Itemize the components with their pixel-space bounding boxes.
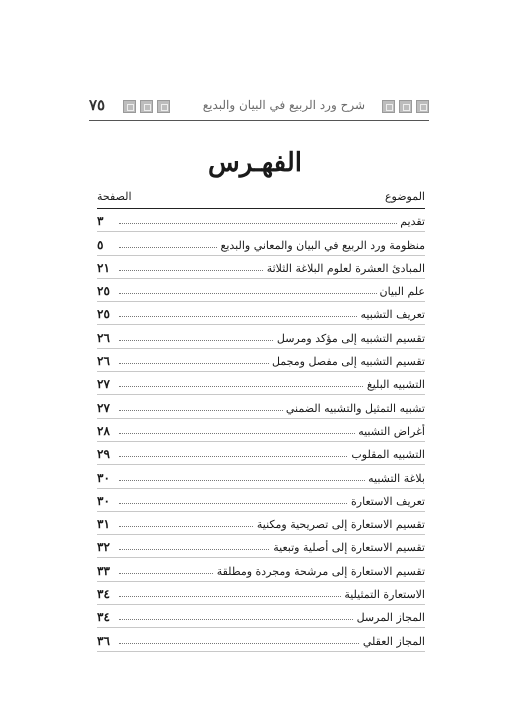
toc-entry-page: ٣١ xyxy=(97,517,110,532)
header-ornaments-left xyxy=(123,100,170,114)
square-ornament-icon xyxy=(157,100,170,113)
page-column-header: الصفحة xyxy=(97,190,132,203)
toc-entry xyxy=(97,349,425,372)
square-ornament-icon xyxy=(140,100,153,113)
toc-entry-page: ٢٨ xyxy=(97,423,110,438)
toc-entry-page: ٣٤ xyxy=(97,610,110,625)
square-ornament-icon xyxy=(382,100,395,113)
toc-entry xyxy=(97,535,425,558)
toc-entry-title: المجاز العقلي xyxy=(360,635,425,648)
toc-entry-title: تقسيم الاستعارة إلى أصلية وتبعية xyxy=(270,541,425,554)
header-ornaments-right xyxy=(382,100,429,114)
toc-entry-page: ٣٤ xyxy=(97,587,110,602)
toc-entry xyxy=(97,232,425,255)
toc-entry xyxy=(97,209,425,232)
toc-entry-page: ٣٠ xyxy=(97,470,110,485)
toc-entry-title: تقسيم التشبيه إلى مؤكد ومرسل xyxy=(274,332,425,345)
square-ornament-icon xyxy=(399,100,412,113)
running-header xyxy=(89,96,429,118)
toc-entry xyxy=(97,325,425,348)
dot-leader xyxy=(119,223,425,224)
toc-entry-title: الاستعارة التمثيلية xyxy=(341,588,425,601)
toc-entry-title: تقسيم التشبيه إلى مفصل ومجمل xyxy=(269,355,425,368)
toc-entry xyxy=(97,279,425,302)
toc-entry-title: منظومة ورد الربيع في البيان والمعاني والبديع xyxy=(217,239,425,252)
toc-entry-title: تعريف الاستعارة xyxy=(348,495,425,508)
toc-entry-page: ٣ xyxy=(97,214,104,229)
toc-entry xyxy=(97,512,425,535)
toc-entry-page: ٣٢ xyxy=(97,540,110,555)
toc-entry xyxy=(97,582,425,605)
toc-entry-page: ٢٦ xyxy=(97,354,110,369)
table-of-contents xyxy=(97,209,425,652)
toc-entry-title: تقديم xyxy=(397,215,425,228)
toc-entry xyxy=(97,605,425,628)
toc-entry xyxy=(97,465,425,488)
toc-entry-page: ٣٠ xyxy=(97,493,110,508)
toc-entry-title: المجاز المرسل xyxy=(354,611,425,624)
toc-entry xyxy=(97,628,425,651)
toc-entry xyxy=(97,302,425,325)
toc-entry xyxy=(97,395,425,418)
toc-entry-page: ٥ xyxy=(97,237,104,252)
toc-entry xyxy=(97,489,425,512)
page-number: ٧٥ xyxy=(89,96,106,114)
page-title: الفهـرس xyxy=(208,148,302,178)
toc-entry xyxy=(97,558,425,581)
toc-entry-title: التشبيه البليغ xyxy=(364,378,425,391)
toc-entry-title: أغراض التشبيه xyxy=(355,425,425,438)
toc-entry xyxy=(97,442,425,465)
header-divider xyxy=(89,120,429,121)
toc-entry-page: ٢٥ xyxy=(97,307,110,322)
toc-entry-title: تشبيه التمثيل والتشبيه الضمني xyxy=(283,402,425,415)
toc-entry-title: التشبيه المقلوب xyxy=(348,448,425,461)
toc-entry-title: المبادئ العشرة لعلوم البلاغة الثلاثة xyxy=(264,262,425,275)
toc-entry-title: تعريف التشبيه xyxy=(358,308,425,321)
toc-entry xyxy=(97,372,425,395)
toc-entry xyxy=(97,419,425,442)
toc-entry-page: ٣٣ xyxy=(97,563,110,578)
column-headers xyxy=(97,190,425,208)
topic-column-header: الموضوع xyxy=(384,190,425,203)
toc-entry-title: بلاغة التشبيه xyxy=(365,472,425,485)
toc-entry-page: ٢٧ xyxy=(97,377,110,392)
square-ornament-icon xyxy=(416,100,429,113)
header-title: شرح ورد الربيع في البيان والبديع xyxy=(202,98,365,112)
toc-entry-title: تقسيم الاستعارة إلى تصريحية ومكنية xyxy=(254,518,425,531)
toc-entry-page: ٢٥ xyxy=(97,284,110,299)
square-ornament-icon xyxy=(123,100,136,113)
toc-entry-page: ٣٦ xyxy=(97,633,110,648)
toc-entry-page: ٢٩ xyxy=(97,447,110,462)
toc-entry-title: تقسيم الاستعارة إلى مرشحة ومجردة ومطلقة xyxy=(214,565,425,578)
toc-entry xyxy=(97,256,425,279)
toc-entry-title: علم البيان xyxy=(377,285,426,298)
toc-entry-page: ٢٧ xyxy=(97,400,110,415)
toc-entry-page: ٢٦ xyxy=(97,330,110,345)
toc-entry-page: ٢١ xyxy=(97,260,110,275)
